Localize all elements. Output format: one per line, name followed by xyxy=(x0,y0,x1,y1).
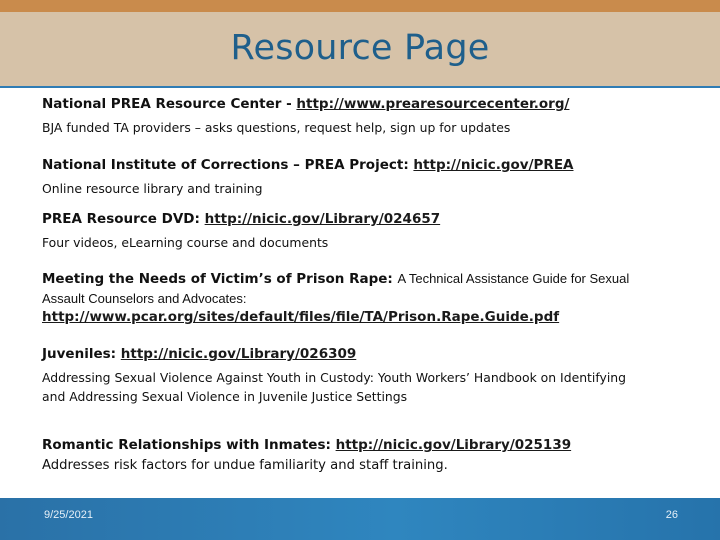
resource-link[interactable]: http://nicic.gov/Library/026309 xyxy=(120,346,357,362)
top-accent-stripe xyxy=(0,0,720,12)
resource-title: National PREA Resource Center - xyxy=(42,96,297,112)
footer-bar xyxy=(0,498,720,540)
resource-link[interactable]: http://www.prearesourcecenter.org/ xyxy=(296,96,570,112)
slide-number: 26 xyxy=(665,509,678,521)
resource-entry-prea-center xyxy=(42,96,682,137)
resource-link[interactable]: http://nicic.gov/PREA xyxy=(413,157,574,173)
resource-subtitle: A Technical Assistance Guide for Sexual xyxy=(397,271,630,286)
resource-link[interactable]: http://nicic.gov/Library/024657 xyxy=(204,211,441,227)
resource-title: PREA Resource DVD: xyxy=(42,211,205,227)
resource-title: National Institute of Corrections – PREA Project: xyxy=(42,157,414,173)
resource-entry-victims-guide xyxy=(42,271,682,325)
resource-description: BJA funded TA providers – asks questions, request help, sign up for updates xyxy=(42,120,511,135)
resource-title: Romantic Relationships with Inmates: xyxy=(42,437,336,453)
resource-description: Online resource library and training xyxy=(42,181,263,196)
page-title: Resource Page xyxy=(230,28,490,68)
resource-description: Addresses risk factors for undue familiarity and staff training. xyxy=(42,458,448,473)
header-divider xyxy=(0,86,720,88)
resource-link[interactable]: http://nicic.gov/Library/025139 xyxy=(335,437,572,453)
header-banner xyxy=(0,12,720,86)
resource-entry-romantic-relationships xyxy=(42,437,682,475)
resource-subtitle-continued: Assault Counselors and Advocates: xyxy=(42,291,247,306)
resource-description: Four videos, eLearning course and documents xyxy=(42,235,329,250)
resource-entry-nic-prea xyxy=(42,157,682,198)
resource-entry-juveniles xyxy=(42,346,682,406)
resource-link[interactable]: http://www.pcar.org/sites/default/files/file/TA/Prison.Rape.Guide.pdf xyxy=(42,309,560,325)
resource-title: Juveniles: xyxy=(42,346,121,362)
resource-description: Addressing Sexual Violence Against Youth in Custody: Youth Workers’ Handbook on Identifying xyxy=(42,370,626,385)
resource-title: Meeting the Needs of Victim’s of Prison Rape: xyxy=(42,271,398,287)
footer-date: 9/25/2021 xyxy=(44,509,93,521)
resource-description-continued: and Addressing Sexual Violence in Juvenile Justice Settings xyxy=(42,389,408,404)
resource-entry-dvd xyxy=(42,211,682,252)
